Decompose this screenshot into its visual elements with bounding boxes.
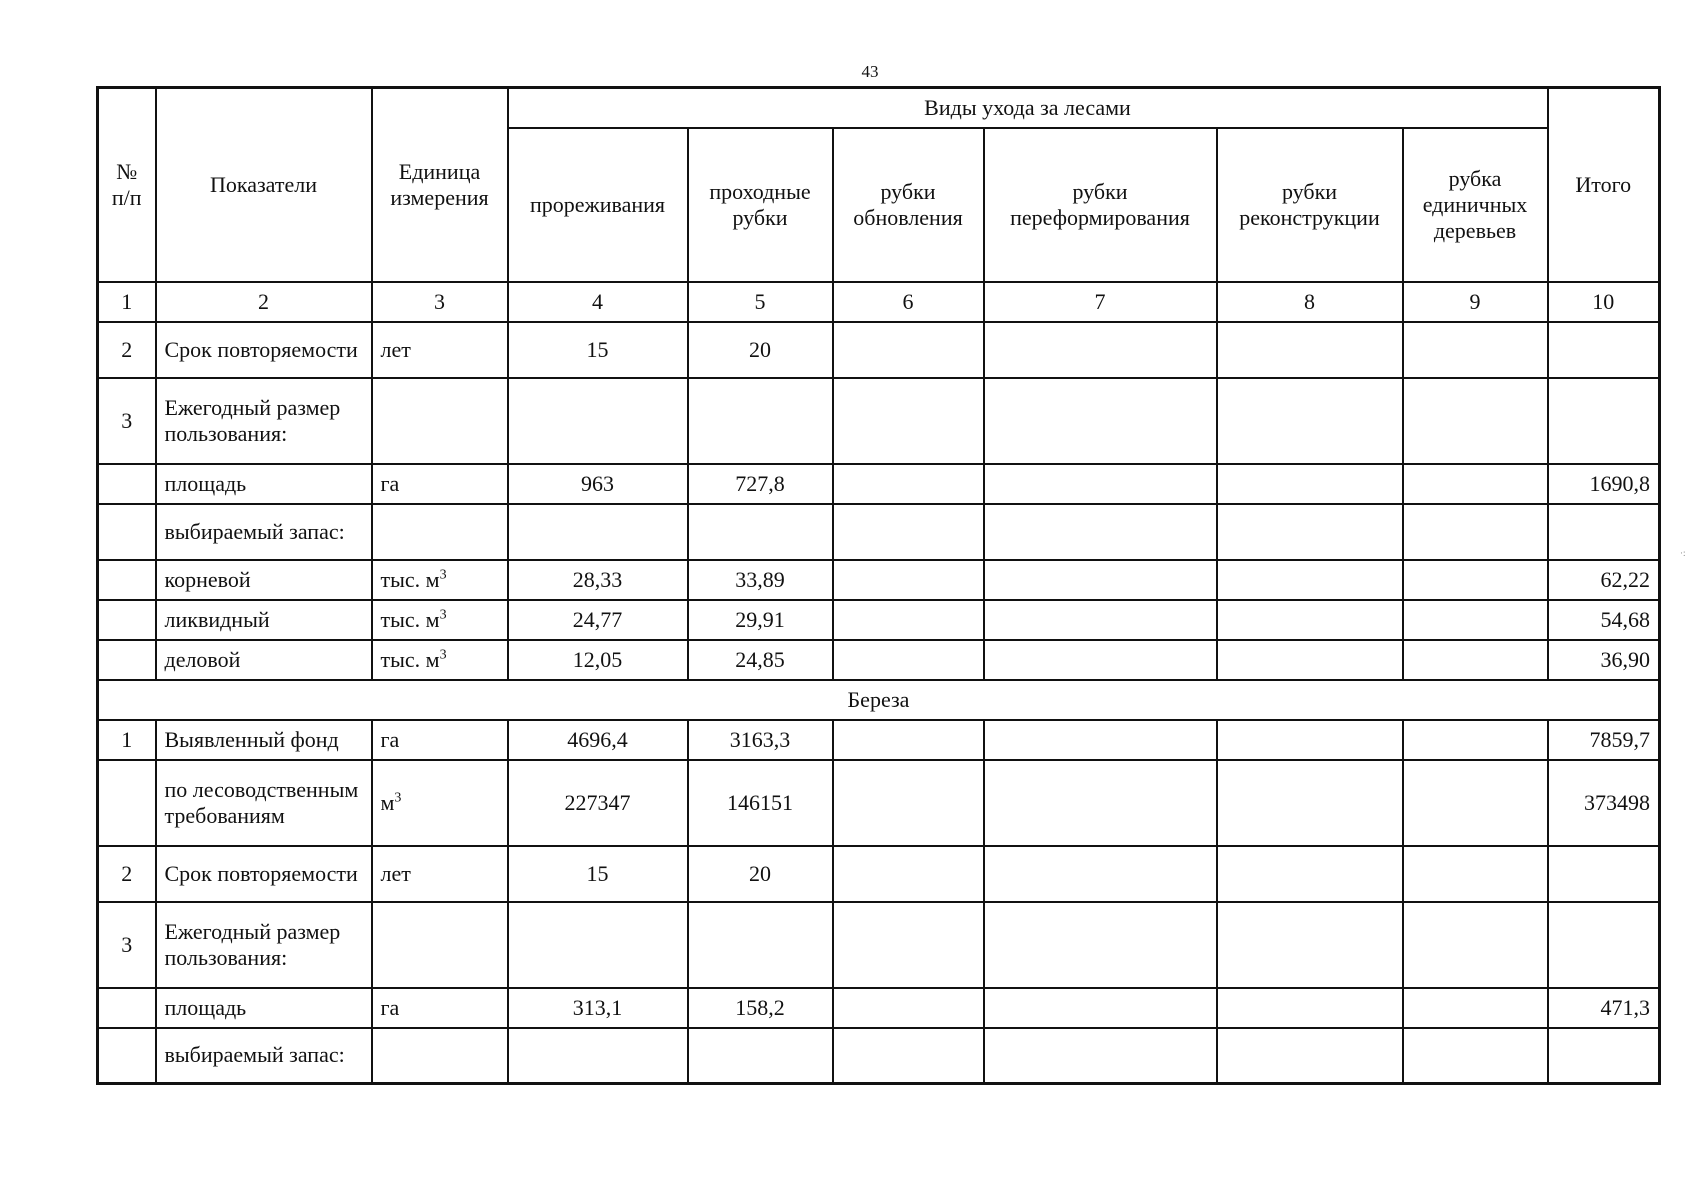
row-unit (372, 760, 508, 846)
cell-value (508, 902, 688, 988)
cell-value (1403, 640, 1548, 680)
cell-total (1548, 846, 1660, 902)
column-number: 8 (1217, 282, 1403, 322)
cell-value (984, 504, 1217, 560)
row-label: Ежегодный размер пользования: (156, 378, 372, 464)
cell-value (688, 504, 833, 560)
cell-value (1403, 720, 1548, 760)
cell-value (833, 464, 984, 504)
row-unit (372, 504, 508, 560)
row-label: корневой (156, 560, 372, 600)
cell-total: 471,3 (1548, 988, 1660, 1028)
table-row (98, 504, 1660, 560)
unit-text: тыс. м (380, 566, 440, 592)
cell-value: 146151 (688, 760, 833, 846)
table-row (98, 640, 1660, 680)
cell-value: 28,33 (508, 560, 688, 600)
row-label: Срок повторяемости (156, 846, 372, 902)
cell-value: 158,2 (688, 988, 833, 1028)
cell-value: 15 (508, 322, 688, 378)
cell-value (508, 378, 688, 464)
cell-value (984, 846, 1217, 902)
cell-total: 1690,8 (1548, 464, 1660, 504)
row-num: 2 (98, 846, 156, 902)
row-num (98, 600, 156, 640)
cell-value (1403, 902, 1548, 988)
cell-value (1217, 902, 1403, 988)
cell-total: 7859,7 (1548, 720, 1660, 760)
row-unit (372, 560, 508, 600)
row-num (98, 1028, 156, 1084)
row-num: 3 (98, 902, 156, 988)
row-label: площадь (156, 464, 372, 504)
section-title: Береза (98, 680, 1660, 720)
unit-superscript: 3 (394, 790, 402, 806)
cell-value (833, 988, 984, 1028)
row-unit: лет (372, 322, 508, 378)
unit-superscript: 3 (439, 607, 447, 623)
row-label: площадь (156, 988, 372, 1028)
cell-value (1403, 988, 1548, 1028)
cell-value: 3163,3 (688, 720, 833, 760)
cell-value (1403, 322, 1548, 378)
cell-value (1217, 760, 1403, 846)
header-type: рубки реконструкции (1217, 128, 1403, 282)
cell-value (984, 322, 1217, 378)
cell-value: 20 (688, 846, 833, 902)
cell-value (1403, 464, 1548, 504)
row-label: выбираемый запас: (156, 504, 372, 560)
cell-value (984, 600, 1217, 640)
row-num (98, 988, 156, 1028)
scan-artifact: ·: (1680, 548, 1686, 558)
column-number: 5 (688, 282, 833, 322)
cell-value (984, 1028, 1217, 1084)
column-number: 2 (156, 282, 372, 322)
row-num (98, 464, 156, 504)
cell-total (1548, 322, 1660, 378)
cell-total (1548, 902, 1660, 988)
column-number: 9 (1403, 282, 1548, 322)
row-label: Срок повторяемости (156, 322, 372, 378)
table-row (98, 720, 1660, 760)
row-unit: лет (372, 846, 508, 902)
cell-value: 24,85 (688, 640, 833, 680)
row-label: по лесоводственным требованиям (156, 760, 372, 846)
cell-value (1403, 378, 1548, 464)
cell-value: 227347 (508, 760, 688, 846)
cell-value (508, 1028, 688, 1084)
row-num: 2 (98, 322, 156, 378)
row-label: Выявленный фонд (156, 720, 372, 760)
header-type: рубки переформирования (984, 128, 1217, 282)
table-row (98, 378, 1660, 464)
cell-total: 62,22 (1548, 560, 1660, 600)
cell-value (1217, 464, 1403, 504)
cell-value (1217, 988, 1403, 1028)
header-num: № п/п (98, 88, 156, 282)
cell-value (1403, 504, 1548, 560)
cell-value: 313,1 (508, 988, 688, 1028)
table-row (98, 1028, 1660, 1084)
row-unit: га (372, 988, 508, 1028)
cell-total: 54,68 (1548, 600, 1660, 640)
table-row (98, 600, 1660, 640)
cell-total (1548, 1028, 1660, 1084)
cell-total (1548, 504, 1660, 560)
row-unit: га (372, 720, 508, 760)
unit-text: тыс. м (380, 606, 440, 632)
cell-value (1403, 560, 1548, 600)
table-row (98, 988, 1660, 1028)
table-row (98, 760, 1660, 846)
row-unit (372, 600, 508, 640)
cell-value (833, 1028, 984, 1084)
column-number: 6 (833, 282, 984, 322)
cell-value: 29,91 (688, 600, 833, 640)
header-type: рубка единичных деревьев (1403, 128, 1548, 282)
cell-value (984, 902, 1217, 988)
table-row (98, 322, 1660, 378)
cell-total (1548, 378, 1660, 464)
cell-value (688, 902, 833, 988)
cell-total: 36,90 (1548, 640, 1660, 680)
row-label: выбираемый запас: (156, 1028, 372, 1084)
cell-value (1217, 846, 1403, 902)
cell-value (688, 378, 833, 464)
row-label: деловой (156, 640, 372, 680)
cell-value (1403, 846, 1548, 902)
row-unit (372, 640, 508, 680)
column-number: 10 (1548, 282, 1660, 322)
cell-value (984, 640, 1217, 680)
cell-value: 4696,4 (508, 720, 688, 760)
cell-value: 12,05 (508, 640, 688, 680)
row-num (98, 640, 156, 680)
cell-value (833, 504, 984, 560)
cell-total: 373498 (1548, 760, 1660, 846)
row-label: Ежегодный размер пользования: (156, 902, 372, 988)
row-num (98, 760, 156, 846)
row-num: 3 (98, 378, 156, 464)
cell-value (833, 902, 984, 988)
header-type: прореживания (508, 128, 688, 282)
cell-value (833, 720, 984, 760)
cell-value: 963 (508, 464, 688, 504)
table-row (98, 902, 1660, 988)
header-type: проходные рубки (688, 128, 833, 282)
row-unit (372, 378, 508, 464)
cell-value (1217, 640, 1403, 680)
forest-care-table (96, 86, 1661, 1085)
row-label: ликвидный (156, 600, 372, 640)
column-number: 7 (984, 282, 1217, 322)
cell-value (1217, 1028, 1403, 1084)
header-unit: Единица измерения (372, 88, 508, 282)
cell-value (984, 720, 1217, 760)
table-row (98, 464, 1660, 504)
cell-value (1217, 720, 1403, 760)
header-type: рубки обновления (833, 128, 984, 282)
cell-value (1217, 600, 1403, 640)
cell-value (833, 378, 984, 464)
table-row (98, 846, 1660, 902)
cell-value (833, 560, 984, 600)
cell-value (1403, 1028, 1548, 1084)
column-number: 3 (372, 282, 508, 322)
unit-text: тыс. м (380, 646, 440, 672)
cell-value: 15 (508, 846, 688, 902)
cell-value: 20 (688, 322, 833, 378)
cell-value: 33,89 (688, 560, 833, 600)
cell-value (833, 322, 984, 378)
cell-value (984, 988, 1217, 1028)
table-row (98, 560, 1660, 600)
row-num (98, 504, 156, 560)
column-number: 4 (508, 282, 688, 322)
cell-value (1217, 378, 1403, 464)
cell-value: 727,8 (688, 464, 833, 504)
cell-value (508, 504, 688, 560)
cell-value (833, 600, 984, 640)
cell-value (1217, 560, 1403, 600)
row-unit (372, 1028, 508, 1084)
cell-value (1403, 600, 1548, 640)
header-total: Итого (1548, 88, 1660, 282)
cell-value (984, 560, 1217, 600)
row-unit: га (372, 464, 508, 504)
cell-value (1217, 322, 1403, 378)
unit-text: м (380, 789, 395, 815)
cell-value (984, 378, 1217, 464)
page-number: 43 (861, 62, 879, 81)
cell-value: 24,77 (508, 600, 688, 640)
column-number: 1 (98, 282, 156, 322)
cell-value (833, 846, 984, 902)
column-numbers-row (98, 282, 1660, 322)
row-unit (372, 902, 508, 988)
cell-value (984, 760, 1217, 846)
cell-value (984, 464, 1217, 504)
cell-value (1403, 760, 1548, 846)
cell-value (833, 640, 984, 680)
header-group: Виды ухода за лесами (508, 88, 1548, 128)
cell-value (1217, 504, 1403, 560)
cell-value (688, 1028, 833, 1084)
cell-value (833, 760, 984, 846)
section-row (98, 680, 1660, 720)
unit-superscript: 3 (439, 647, 447, 663)
header-indicators: Показатели (156, 88, 372, 282)
row-num: 1 (98, 720, 156, 760)
row-num (98, 560, 156, 600)
unit-superscript: 3 (439, 567, 447, 583)
